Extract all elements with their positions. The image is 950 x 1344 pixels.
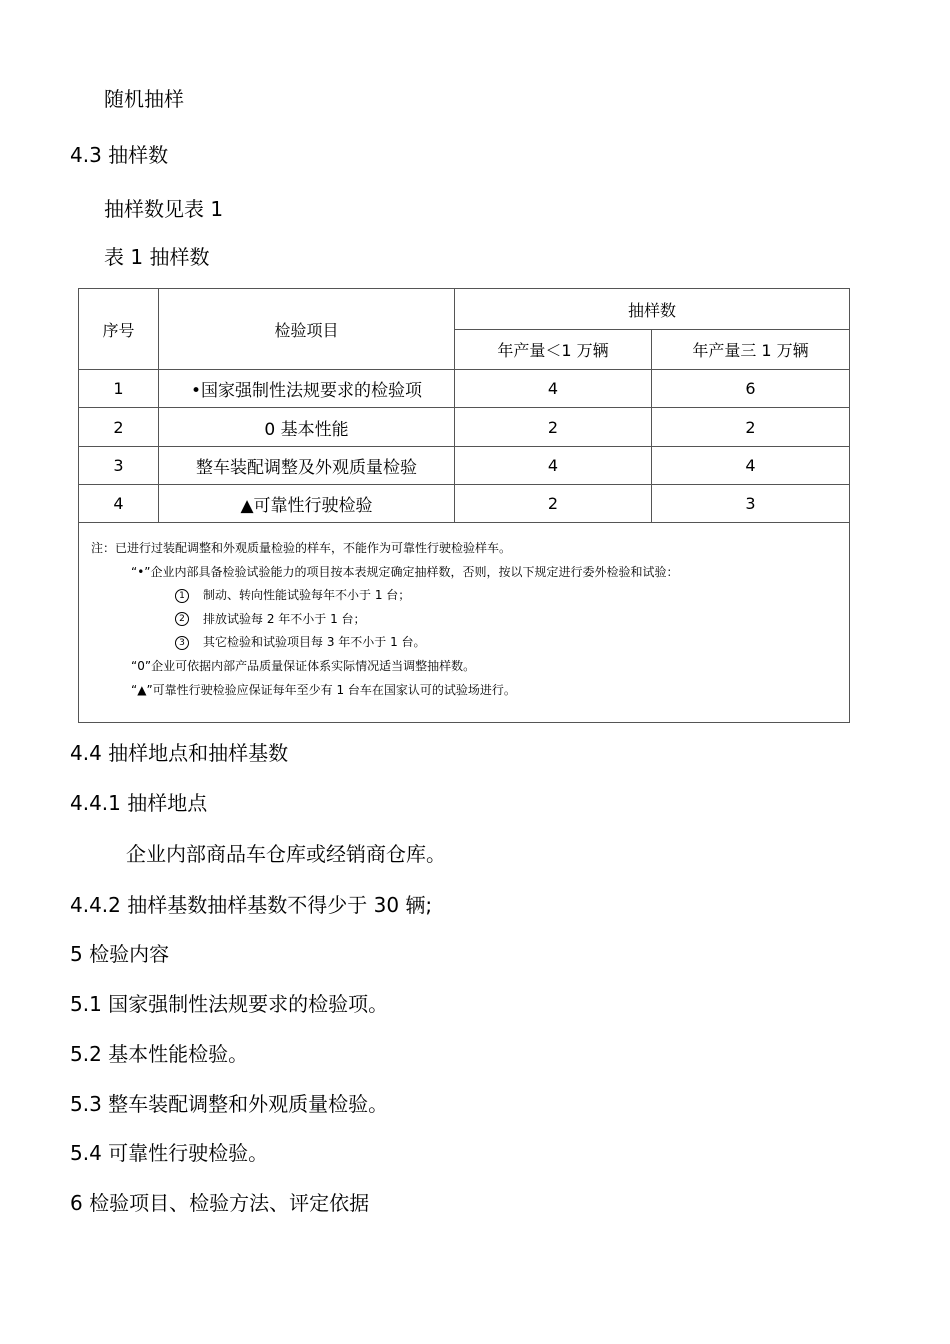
header-seq: 序号	[79, 289, 159, 370]
row-seq: 1	[79, 370, 159, 408]
location-text: 企业内部商品车仓库或经销商仓库。	[126, 842, 446, 866]
circled-number: 2	[175, 612, 189, 626]
row-ge: 2	[652, 408, 850, 447]
table-row	[79, 370, 850, 408]
row-lt: 4	[455, 447, 652, 485]
table-caption: 表 1 抽样数	[104, 245, 210, 269]
note-line: “0”企业可依据内部产品质量保证体系实际情况适当调整抽样数。	[131, 658, 476, 673]
table-row	[79, 447, 850, 485]
random-sampling-text: 随机抽样	[104, 87, 184, 111]
header-sampling: 抽样数	[455, 289, 850, 330]
row-seq: 2	[79, 408, 159, 447]
row-seq: 4	[79, 485, 159, 523]
row-lt: 4	[455, 370, 652, 408]
heading-5: 5 检验内容	[70, 942, 170, 966]
row-ge: 4	[652, 447, 850, 485]
sampling-reference-text: 抽样数见表 1	[104, 197, 224, 221]
header-output-ge: 年产量三 1 万辆	[652, 330, 850, 370]
row-item: 整车装配调整及外观质量检验	[159, 447, 455, 485]
heading-5-1: 5.1 国家强制性法规要求的检验项。	[70, 992, 389, 1016]
row-ge: 3	[652, 485, 850, 523]
row-ge: 6	[652, 370, 850, 408]
heading-5-4: 5.4 可靠性行驶检验。	[70, 1141, 269, 1165]
heading-4-3: 4.3 抽样数	[70, 143, 169, 167]
row-item: •国家强制性法规要求的检验项	[159, 370, 455, 408]
row-seq: 3	[79, 447, 159, 485]
note-line	[91, 584, 849, 608]
header-output-lt: 年产量＜1 万辆	[455, 330, 652, 370]
row-item: 0 基本性能	[159, 408, 455, 447]
note-line: “•”企业内部具备检验试验能力的项目按本表规定确定抽样数，否则，按以下规定进行委外检验和试验：	[131, 564, 679, 579]
heading-5-2: 5.2 基本性能检验。	[70, 1042, 249, 1066]
sampling-table	[78, 288, 850, 723]
table-notes	[79, 523, 850, 723]
note-text: 其它检验和试验项目每 3 年不小于 1 台。	[203, 635, 426, 650]
table-row	[79, 485, 850, 523]
note-line	[91, 631, 849, 655]
heading-4-4-1: 4.4.1 抽样地点	[70, 791, 208, 815]
note-line: 注：已进行过装配调整和外观质量检验的样车，不能作为可靠性行驶检验样车。	[91, 541, 512, 555]
circled-number: 3	[175, 636, 189, 650]
heading-6: 6 检验项目、检验方法、评定依据	[70, 1191, 370, 1215]
note-line: “▲”可靠性行驶检验应保证每年至少有 1 台车在国家认可的试验场进行。	[131, 682, 516, 697]
note-text: 排放试验每 2 年不小于 1 台；	[203, 611, 366, 626]
note-text: 制动、转向性能试验每年不小于 1 台；	[203, 588, 411, 603]
circled-number: 1	[175, 589, 189, 603]
note-line	[91, 608, 849, 632]
header-item: 检验项目	[159, 289, 455, 370]
heading-5-3: 5.3 整车装配调整和外观质量检验。	[70, 1092, 389, 1116]
row-lt: 2	[455, 408, 652, 447]
heading-4-4: 4.4 抽样地点和抽样基数	[70, 741, 289, 765]
row-item: ▲可靠性行驶检验	[159, 485, 455, 523]
row-lt: 2	[455, 485, 652, 523]
table-row	[79, 408, 850, 447]
heading-4-4-2: 4.4.2 抽样基数抽样基数不得少于 30 辆;	[70, 893, 433, 917]
